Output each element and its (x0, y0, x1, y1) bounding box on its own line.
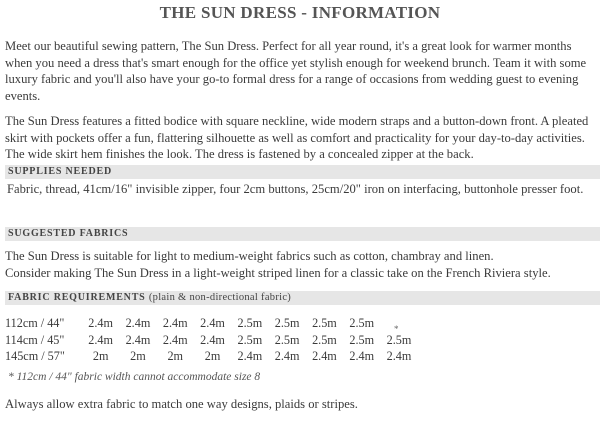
table-cell: 2.5m (237, 332, 263, 347)
table-cell: 2.4m (125, 316, 151, 330)
table-cell: 2.4m (200, 316, 225, 330)
table-cell: 2.5m (386, 332, 412, 347)
requirements-subtitle: (plain & non-directional fabric) (148, 292, 292, 303)
table-cell: 2.4m (386, 349, 412, 363)
table-cell: 2.4m (237, 349, 263, 363)
table-cell: 2.4m (349, 349, 375, 363)
table-cell: 2.4m (125, 332, 151, 347)
table-cell: 2.5m (312, 316, 337, 330)
footnote: * 112cm / 44" fabric width cannot accommodate size 8 (8, 371, 261, 383)
row-label: 114cm / 45" (5, 332, 65, 347)
table-cell: 2.4m (88, 332, 113, 347)
fabrics-line-2: Consider making The Sun Dress in a light-weight striped linen for a classic take on the French Riviera style. (5, 266, 551, 280)
description-paragraph: The Sun Dress features a fitted bodice with square neckline, wide modern straps and a button-down front. A pleated skirt with pockets offer a fun, flattering silhouette as well as comfort and practicality for your day-to-day activities. The wide skirt hem finishes the look. The dress is fastened by a concealed zipper at the back. (5, 114, 589, 162)
table-cell: 2m (167, 349, 184, 363)
row-label: 112cm / 44" (5, 316, 65, 330)
requirements-title: FABRIC REQUIREMENTS (8, 292, 146, 303)
table-cell: 2.5m (274, 316, 300, 330)
table-cell: 2.4m (200, 332, 225, 347)
table-cell: 2.4m (88, 316, 113, 330)
supplies-heading: SUPPLIES NEEDED (5, 165, 600, 179)
table-cell: 2.4m (162, 332, 188, 347)
page-title: THE SUN DRESS - INFORMATION (159, 3, 441, 22)
table-row (5, 332, 418, 348)
table-row (5, 348, 418, 364)
supplies-text: Fabric, thread, 41cm/16" invisible zipper, four 2cm buttons, 25cm/20" iron on interfacing, buttonhole presser foot. (7, 182, 584, 196)
row-label: 145cm / 57" (5, 349, 65, 363)
table-cell: 2.5m (237, 316, 263, 330)
table-cell: 2m (204, 349, 221, 363)
table-cell: 2m (130, 349, 146, 363)
table-cell: 2.4m (312, 349, 337, 363)
intro-paragraph: Meet our beautiful sewing pattern, The Sun Dress. Perfect for all year round, it's a great look for warmer months when you need a dress that's smart enough for the office yet stylish enough for weekend brunch. Team it with some luxury fabric and you'll also have your go-to formal dress for a range of occasions from wedding guest to evening events. (5, 39, 587, 103)
table-cell (380, 315, 417, 331)
fabrics-heading: SUGGESTED FABRICS (5, 227, 600, 241)
table-cell: 2.5m (312, 332, 337, 347)
table-cell: 2.4m (162, 316, 188, 330)
fabrics-line-1: The Sun Dress is suitable for light to medium-weight fabrics such as cotton, chambray and linen. (5, 249, 494, 263)
table-cell: 2.5m (349, 316, 375, 330)
table-cell: 2.5m (274, 332, 300, 347)
table-cell: 2m (92, 349, 109, 363)
table-cell: 2.5m (349, 332, 375, 347)
footnote-marker: * (394, 324, 399, 334)
table-row (5, 315, 418, 331)
requirements-heading (5, 291, 600, 305)
table-cell: 2.4m (274, 349, 300, 363)
closing-text: Always allow extra fabric to match one way designs, plaids or stripes. (5, 397, 358, 411)
